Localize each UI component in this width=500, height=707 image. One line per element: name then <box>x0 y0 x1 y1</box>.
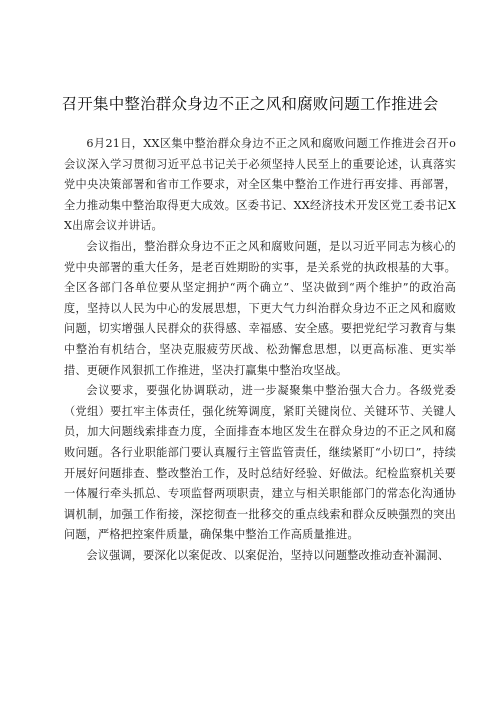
paragraph-4: 会议强调，要深化以案促改、以案促治，坚持以问题整改推动查补漏洞、 <box>86 548 450 562</box>
paragraph-2: 会议指出，整治群众身边不正之风和腐败问题，是以习近平同志为核心的党中央部署的重大任务，是老百姓期盼的实事，是关系党的执政根基的大事。全区各部门各单位要从坚定拥护“两个确立”、坚决做到“两个维护”的政治高度，坚持以人民为中心的发展思想，下更大气力纠治群众身边不正之风和腐败问题，切实增强人民群众的获得感、幸福感、安全感。要把党纪学习教育与集中整治有机结合，坚决克服疲劳厌战、松劲懈怠思想，以更高标准、更实举措、更硬作风狠抓工作推进，坚决打赢集中整治攻坚战。 <box>64 239 456 377</box>
paragraph-1: 6月21日，XX区集中整治群众身边不正之风和腐败问题工作推进会召开o会议深入学习贯彻习近平总书记关于必须坚持人民至上的重要论述，认真落实党中央决策部署和省市工作要求，对全区集中整治工作进行再安排、再部署，全力推动集中整治取得更大成效。区委书记、XX经济技术开发区党工委书记XX出席会议并讲话。 <box>64 137 456 233</box>
document-body <box>64 134 456 566</box>
paragraph-3: 会议要求，要强化协调联动，进一步凝聚集中整治强大合力。各级党委（党组）要扛牢主体责任，强化统筹调度，紧盯关键岗位、关键环节、关键人员，加大问题线索排查力度，全面排查本地区发生在群众身边的不正之风和腐败问题。各行业职能部门要认真履行主管监管责任，继续紧盯“小切口”，持续开展好问题排查、整改整治工作，及时总结好经验、好做法。纪检监察机关要一体履行牵头抓总、专项监督两项职责，建立与相关职能部门的常态化沟通协调机制，加强工作衔接，深挖彻查一批移交的重点线索和群众反映强烈的突出问题，严格把控案件质量，确保集中整治工作高质量推进。 <box>64 384 456 542</box>
document-title: 召开集中整治群众身边不正之风和腐败问题工作推进会 <box>61 95 439 113</box>
